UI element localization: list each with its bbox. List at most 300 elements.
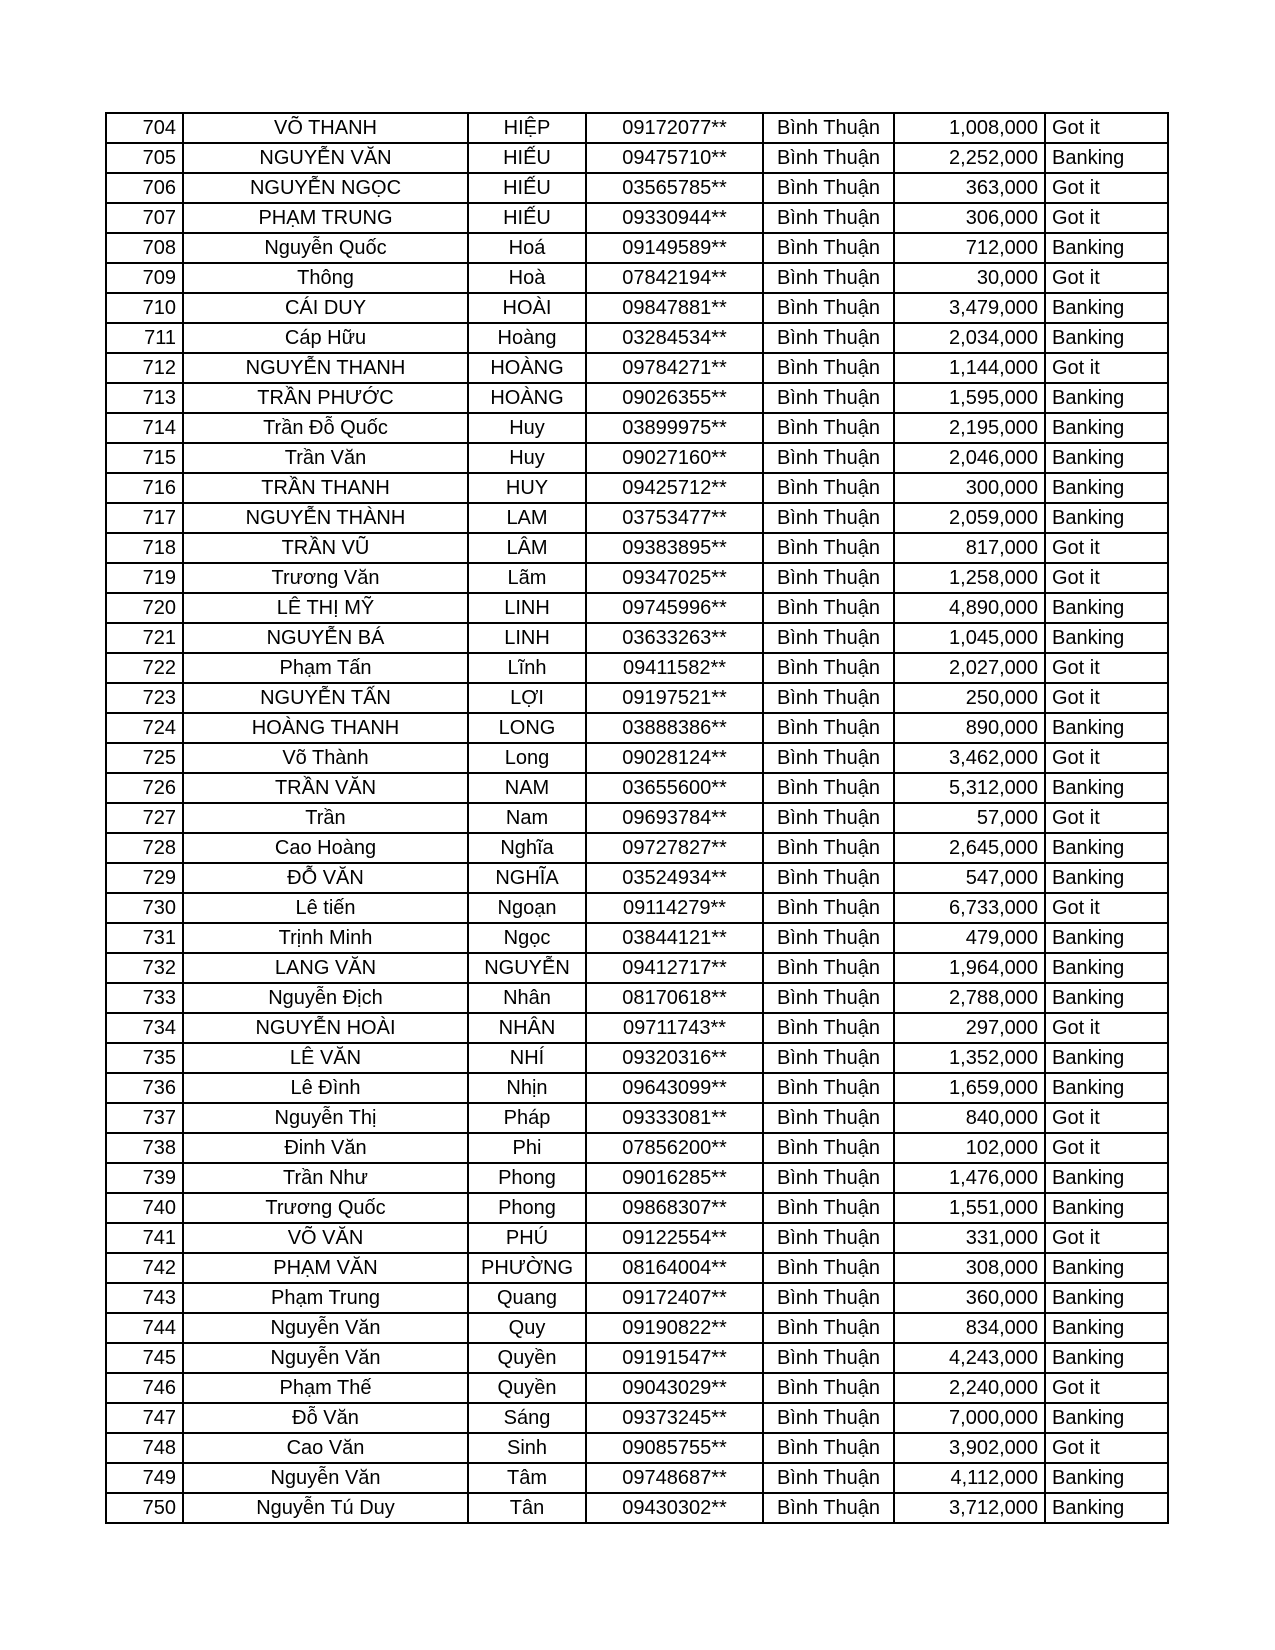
table-row [106, 233, 1168, 263]
cell-province: Bình Thuận [763, 473, 894, 503]
cell-index: 706 [106, 173, 183, 203]
cell-amount: 479,000 [894, 923, 1045, 953]
cell-province: Bình Thuận [763, 1103, 894, 1133]
cell-given-name: HIẾU [468, 173, 586, 203]
cell-index: 723 [106, 683, 183, 713]
cell-payment-method: Got it [1045, 1373, 1168, 1403]
cell-index: 724 [106, 713, 183, 743]
cell-amount: 834,000 [894, 1313, 1045, 1343]
cell-phone: 09149589** [586, 233, 763, 263]
table-row [106, 623, 1168, 653]
cell-surname: Lê tiến [183, 893, 468, 923]
cell-surname: Phạm Tấn [183, 653, 468, 683]
cell-phone: 09784271** [586, 353, 763, 383]
cell-province: Bình Thuận [763, 713, 894, 743]
cell-payment-method: Got it [1045, 1223, 1168, 1253]
table-row [106, 593, 1168, 623]
cell-given-name: Phong [468, 1163, 586, 1193]
cell-surname: Trần Như [183, 1163, 468, 1193]
cell-payment-method: Banking [1045, 1493, 1168, 1523]
cell-amount: 308,000 [894, 1253, 1045, 1283]
table-row [106, 503, 1168, 533]
cell-phone: 09373245** [586, 1403, 763, 1433]
cell-province: Bình Thuận [763, 683, 894, 713]
cell-phone: 09693784** [586, 803, 763, 833]
cell-phone: 09085755** [586, 1433, 763, 1463]
cell-province: Bình Thuận [763, 983, 894, 1013]
cell-surname: Nguyễn Quốc [183, 233, 468, 263]
cell-index: 716 [106, 473, 183, 503]
cell-phone: 09475710** [586, 143, 763, 173]
cell-payment-method: Banking [1045, 833, 1168, 863]
cell-payment-method: Got it [1045, 683, 1168, 713]
cell-surname: TRẦN VŨ [183, 533, 468, 563]
cell-phone: 08170618** [586, 983, 763, 1013]
cell-phone: 03655600** [586, 773, 763, 803]
cell-payment-method: Got it [1045, 743, 1168, 773]
cell-amount: 102,000 [894, 1133, 1045, 1163]
cell-province: Bình Thuận [763, 233, 894, 263]
cell-index: 742 [106, 1253, 183, 1283]
cell-amount: 30,000 [894, 263, 1045, 293]
cell-province: Bình Thuận [763, 293, 894, 323]
cell-surname: PHẠM VĂN [183, 1253, 468, 1283]
cell-amount: 1,352,000 [894, 1043, 1045, 1073]
cell-amount: 3,479,000 [894, 293, 1045, 323]
cell-index: 722 [106, 653, 183, 683]
cell-surname: Phạm Thế [183, 1373, 468, 1403]
cell-surname: VÕ VĂN [183, 1223, 468, 1253]
cell-given-name: Nhịn [468, 1073, 586, 1103]
cell-phone: 09190822** [586, 1313, 763, 1343]
cell-province: Bình Thuận [763, 1133, 894, 1163]
cell-province: Bình Thuận [763, 923, 894, 953]
table-row [106, 293, 1168, 323]
cell-province: Bình Thuận [763, 1343, 894, 1373]
cell-index: 746 [106, 1373, 183, 1403]
table-row [106, 833, 1168, 863]
cell-province: Bình Thuận [763, 353, 894, 383]
cell-phone: 09016285** [586, 1163, 763, 1193]
cell-phone: 09748687** [586, 1463, 763, 1493]
cell-amount: 363,000 [894, 173, 1045, 203]
cell-province: Bình Thuận [763, 1043, 894, 1073]
table-row [106, 953, 1168, 983]
cell-amount: 300,000 [894, 473, 1045, 503]
cell-amount: 306,000 [894, 203, 1045, 233]
cell-index: 712 [106, 353, 183, 383]
cell-given-name: LÂM [468, 533, 586, 563]
cell-province: Bình Thuận [763, 383, 894, 413]
cell-payment-method: Got it [1045, 263, 1168, 293]
cell-surname: Trương Quốc [183, 1193, 468, 1223]
cell-surname: Võ Thành [183, 743, 468, 773]
cell-phone: 09727827** [586, 833, 763, 863]
cell-province: Bình Thuận [763, 563, 894, 593]
cell-given-name: PHÚ [468, 1223, 586, 1253]
cell-province: Bình Thuận [763, 833, 894, 863]
cell-phone: 03888386** [586, 713, 763, 743]
cell-surname: VÕ THANH [183, 113, 468, 143]
cell-payment-method: Banking [1045, 1463, 1168, 1493]
cell-amount: 1,964,000 [894, 953, 1045, 983]
cell-index: 732 [106, 953, 183, 983]
cell-surname: NGUYỄN NGỌC [183, 173, 468, 203]
cell-amount: 1,476,000 [894, 1163, 1045, 1193]
cell-index: 708 [106, 233, 183, 263]
cell-province: Bình Thuận [763, 323, 894, 353]
table-row [106, 1403, 1168, 1433]
cell-payment-method: Banking [1045, 713, 1168, 743]
cell-given-name: LINH [468, 593, 586, 623]
cell-amount: 57,000 [894, 803, 1045, 833]
cell-payment-method: Got it [1045, 113, 1168, 143]
table-row [106, 1043, 1168, 1073]
cell-amount: 4,243,000 [894, 1343, 1045, 1373]
cell-province: Bình Thuận [763, 1163, 894, 1193]
cell-payment-method: Banking [1045, 383, 1168, 413]
cell-given-name: NHÂN [468, 1013, 586, 1043]
cell-phone: 09412717** [586, 953, 763, 983]
cell-index: 750 [106, 1493, 183, 1523]
cell-province: Bình Thuận [763, 143, 894, 173]
cell-amount: 1,144,000 [894, 353, 1045, 383]
table-row [106, 1253, 1168, 1283]
cell-index: 711 [106, 323, 183, 353]
table-row [106, 1313, 1168, 1343]
cell-amount: 1,008,000 [894, 113, 1045, 143]
cell-payment-method: Got it [1045, 1013, 1168, 1043]
cell-given-name: Phi [468, 1133, 586, 1163]
cell-surname: ĐỖ VĂN [183, 863, 468, 893]
cell-amount: 4,112,000 [894, 1463, 1045, 1493]
cell-index: 725 [106, 743, 183, 773]
cell-payment-method: Banking [1045, 293, 1168, 323]
cell-amount: 712,000 [894, 233, 1045, 263]
cell-amount: 297,000 [894, 1013, 1045, 1043]
table-row [106, 743, 1168, 773]
cell-province: Bình Thuận [763, 803, 894, 833]
cell-surname: Trịnh Minh [183, 923, 468, 953]
cell-province: Bình Thuận [763, 1313, 894, 1343]
cell-amount: 2,034,000 [894, 323, 1045, 353]
cell-given-name: HOÀNG [468, 383, 586, 413]
cell-surname: Cáp Hữu [183, 323, 468, 353]
table-row [106, 893, 1168, 923]
cell-surname: HOÀNG THANH [183, 713, 468, 743]
cell-province: Bình Thuận [763, 653, 894, 683]
cell-phone: 09026355** [586, 383, 763, 413]
cell-surname: CÁI DUY [183, 293, 468, 323]
cell-payment-method: Got it [1045, 893, 1168, 923]
cell-index: 735 [106, 1043, 183, 1073]
cell-payment-method: Got it [1045, 533, 1168, 563]
cell-amount: 2,046,000 [894, 443, 1045, 473]
cell-surname: Cao Văn [183, 1433, 468, 1463]
table-row [106, 1223, 1168, 1253]
cell-province: Bình Thuận [763, 863, 894, 893]
cell-surname: Nguyễn Văn [183, 1463, 468, 1493]
cell-index: 749 [106, 1463, 183, 1493]
cell-surname: NGUYỄN HOÀI [183, 1013, 468, 1043]
cell-province: Bình Thuận [763, 593, 894, 623]
cell-surname: TRẦN THANH [183, 473, 468, 503]
cell-given-name: Hoàng [468, 323, 586, 353]
cell-given-name: PHƯỜNG [468, 1253, 586, 1283]
table-row [106, 1163, 1168, 1193]
table-row [106, 323, 1168, 353]
cell-index: 720 [106, 593, 183, 623]
cell-province: Bình Thuận [763, 1253, 894, 1283]
cell-amount: 1,659,000 [894, 1073, 1045, 1103]
table-row [106, 203, 1168, 233]
cell-phone: 03753477** [586, 503, 763, 533]
cell-given-name: Sáng [468, 1403, 586, 1433]
table-row [106, 473, 1168, 503]
cell-province: Bình Thuận [763, 1013, 894, 1043]
cell-phone: 09868307** [586, 1193, 763, 1223]
cell-index: 733 [106, 983, 183, 1013]
cell-province: Bình Thuận [763, 893, 894, 923]
cell-index: 707 [106, 203, 183, 233]
cell-payment-method: Got it [1045, 173, 1168, 203]
cell-phone: 09122554** [586, 1223, 763, 1253]
cell-surname: Đỗ Văn [183, 1403, 468, 1433]
cell-payment-method: Banking [1045, 1313, 1168, 1343]
cell-payment-method: Banking [1045, 443, 1168, 473]
cell-phone: 09172077** [586, 113, 763, 143]
cell-index: 728 [106, 833, 183, 863]
table-row [106, 263, 1168, 293]
cell-province: Bình Thuận [763, 413, 894, 443]
cell-phone: 09114279** [586, 893, 763, 923]
table-row [106, 863, 1168, 893]
cell-payment-method: Banking [1045, 1283, 1168, 1313]
cell-amount: 1,258,000 [894, 563, 1045, 593]
table-row [106, 683, 1168, 713]
cell-phone: 09027160** [586, 443, 763, 473]
cell-amount: 890,000 [894, 713, 1045, 743]
cell-given-name: NHÍ [468, 1043, 586, 1073]
cell-given-name: Lĩnh [468, 653, 586, 683]
cell-payment-method: Banking [1045, 983, 1168, 1013]
cell-surname: Trần Văn [183, 443, 468, 473]
table-row [106, 383, 1168, 413]
cell-payment-method: Banking [1045, 773, 1168, 803]
cell-surname: NGUYỄN BÁ [183, 623, 468, 653]
cell-amount: 4,890,000 [894, 593, 1045, 623]
cell-payment-method: Banking [1045, 473, 1168, 503]
cell-surname: TRẦN VĂN [183, 773, 468, 803]
cell-payment-method: Banking [1045, 1193, 1168, 1223]
cell-given-name: Tâm [468, 1463, 586, 1493]
cell-amount: 7,000,000 [894, 1403, 1045, 1433]
cell-payment-method: Banking [1045, 143, 1168, 173]
cell-index: 737 [106, 1103, 183, 1133]
cell-phone: 09172407** [586, 1283, 763, 1313]
cell-amount: 2,252,000 [894, 143, 1045, 173]
cell-surname: Nguyễn Văn [183, 1313, 468, 1343]
table-row [106, 803, 1168, 833]
table-row [106, 1343, 1168, 1373]
winners-table [105, 112, 1169, 1524]
cell-amount: 2,788,000 [894, 983, 1045, 1013]
cell-given-name: Ngọc [468, 923, 586, 953]
cell-index: 704 [106, 113, 183, 143]
cell-given-name: Quy [468, 1313, 586, 1343]
table-row [106, 1013, 1168, 1043]
cell-surname: Phạm Trung [183, 1283, 468, 1313]
cell-index: 709 [106, 263, 183, 293]
cell-index: 705 [106, 143, 183, 173]
cell-payment-method: Banking [1045, 503, 1168, 533]
cell-given-name: NGUYỄN [468, 953, 586, 983]
cell-province: Bình Thuận [763, 203, 894, 233]
cell-amount: 2,645,000 [894, 833, 1045, 863]
cell-phone: 09430302** [586, 1493, 763, 1523]
cell-payment-method: Got it [1045, 803, 1168, 833]
cell-province: Bình Thuận [763, 743, 894, 773]
table-body [106, 113, 1168, 1523]
cell-phone: 09411582** [586, 653, 763, 683]
cell-surname: TRẦN PHƯỚC [183, 383, 468, 413]
cell-given-name: Nhân [468, 983, 586, 1013]
cell-index: 715 [106, 443, 183, 473]
table-row [106, 563, 1168, 593]
cell-province: Bình Thuận [763, 113, 894, 143]
table-row [106, 1433, 1168, 1463]
cell-phone: 07856200** [586, 1133, 763, 1163]
cell-given-name: HUY [468, 473, 586, 503]
cell-province: Bình Thuận [763, 443, 894, 473]
cell-given-name: LAM [468, 503, 586, 533]
cell-surname: NGUYỄN TẤN [183, 683, 468, 713]
cell-index: 738 [106, 1133, 183, 1163]
cell-payment-method: Banking [1045, 953, 1168, 983]
cell-amount: 840,000 [894, 1103, 1045, 1133]
cell-surname: Nguyễn Thị [183, 1103, 468, 1133]
cell-given-name: HOÀNG [468, 353, 586, 383]
cell-phone: 03844121** [586, 923, 763, 953]
cell-index: 719 [106, 563, 183, 593]
cell-index: 740 [106, 1193, 183, 1223]
cell-phone: 09191547** [586, 1343, 763, 1373]
cell-payment-method: Got it [1045, 563, 1168, 593]
cell-phone: 03524934** [586, 863, 763, 893]
cell-phone: 03899975** [586, 413, 763, 443]
table-row [106, 1283, 1168, 1313]
cell-given-name: HIỆP [468, 113, 586, 143]
cell-payment-method: Banking [1045, 1043, 1168, 1073]
cell-payment-method: Banking [1045, 323, 1168, 353]
cell-given-name: Sinh [468, 1433, 586, 1463]
cell-payment-method: Got it [1045, 1433, 1168, 1463]
cell-province: Bình Thuận [763, 533, 894, 563]
cell-surname: Trần Đỗ Quốc [183, 413, 468, 443]
cell-index: 710 [106, 293, 183, 323]
cell-surname: Trần [183, 803, 468, 833]
table-row [106, 113, 1168, 143]
cell-index: 741 [106, 1223, 183, 1253]
cell-province: Bình Thuận [763, 1403, 894, 1433]
cell-payment-method: Got it [1045, 203, 1168, 233]
cell-surname: Nguyễn Tú Duy [183, 1493, 468, 1523]
cell-given-name: Ngoạn [468, 893, 586, 923]
cell-given-name: Nghĩa [468, 833, 586, 863]
cell-payment-method: Banking [1045, 1343, 1168, 1373]
table-row [106, 1193, 1168, 1223]
cell-index: 747 [106, 1403, 183, 1433]
cell-payment-method: Got it [1045, 653, 1168, 683]
cell-amount: 3,902,000 [894, 1433, 1045, 1463]
cell-index: 739 [106, 1163, 183, 1193]
cell-index: 727 [106, 803, 183, 833]
cell-given-name: Quang [468, 1283, 586, 1313]
cell-given-name: Long [468, 743, 586, 773]
cell-amount: 3,462,000 [894, 743, 1045, 773]
cell-given-name: Nam [468, 803, 586, 833]
cell-surname: Trương Văn [183, 563, 468, 593]
cell-phone: 09745996** [586, 593, 763, 623]
cell-index: 717 [106, 503, 183, 533]
table-row [106, 1373, 1168, 1403]
cell-amount: 1,551,000 [894, 1193, 1045, 1223]
cell-phone: 09320316** [586, 1043, 763, 1073]
cell-index: 745 [106, 1343, 183, 1373]
cell-province: Bình Thuận [763, 623, 894, 653]
cell-payment-method: Banking [1045, 863, 1168, 893]
cell-index: 713 [106, 383, 183, 413]
cell-province: Bình Thuận [763, 1493, 894, 1523]
cell-province: Bình Thuận [763, 773, 894, 803]
cell-index: 734 [106, 1013, 183, 1043]
table-row [106, 773, 1168, 803]
cell-surname: NGUYỄN VĂN [183, 143, 468, 173]
cell-amount: 6,733,000 [894, 893, 1045, 923]
cell-province: Bình Thuận [763, 263, 894, 293]
cell-amount: 2,195,000 [894, 413, 1045, 443]
cell-phone: 03284534** [586, 323, 763, 353]
cell-index: 748 [106, 1433, 183, 1463]
cell-phone: 09028124** [586, 743, 763, 773]
cell-province: Bình Thuận [763, 1463, 894, 1493]
cell-given-name: HIẾU [468, 143, 586, 173]
cell-given-name: Hoá [468, 233, 586, 263]
cell-phone: 09643099** [586, 1073, 763, 1103]
cell-surname: LÊ THỊ MỸ [183, 593, 468, 623]
cell-payment-method: Banking [1045, 413, 1168, 443]
cell-payment-method: Banking [1045, 623, 1168, 653]
cell-phone: 09711743** [586, 1013, 763, 1043]
cell-given-name: NAM [468, 773, 586, 803]
table-row [106, 1133, 1168, 1163]
table-row [106, 1493, 1168, 1523]
cell-phone: 09333081** [586, 1103, 763, 1133]
cell-given-name: Quyền [468, 1343, 586, 1373]
cell-index: 743 [106, 1283, 183, 1313]
table-row [106, 1073, 1168, 1103]
table-row [106, 983, 1168, 1013]
cell-phone: 09347025** [586, 563, 763, 593]
cell-province: Bình Thuận [763, 173, 894, 203]
cell-province: Bình Thuận [763, 1193, 894, 1223]
cell-given-name: LINH [468, 623, 586, 653]
table-row [106, 713, 1168, 743]
cell-payment-method: Got it [1045, 353, 1168, 383]
cell-province: Bình Thuận [763, 503, 894, 533]
cell-given-name: Hoà [468, 263, 586, 293]
cell-phone: 09330944** [586, 203, 763, 233]
